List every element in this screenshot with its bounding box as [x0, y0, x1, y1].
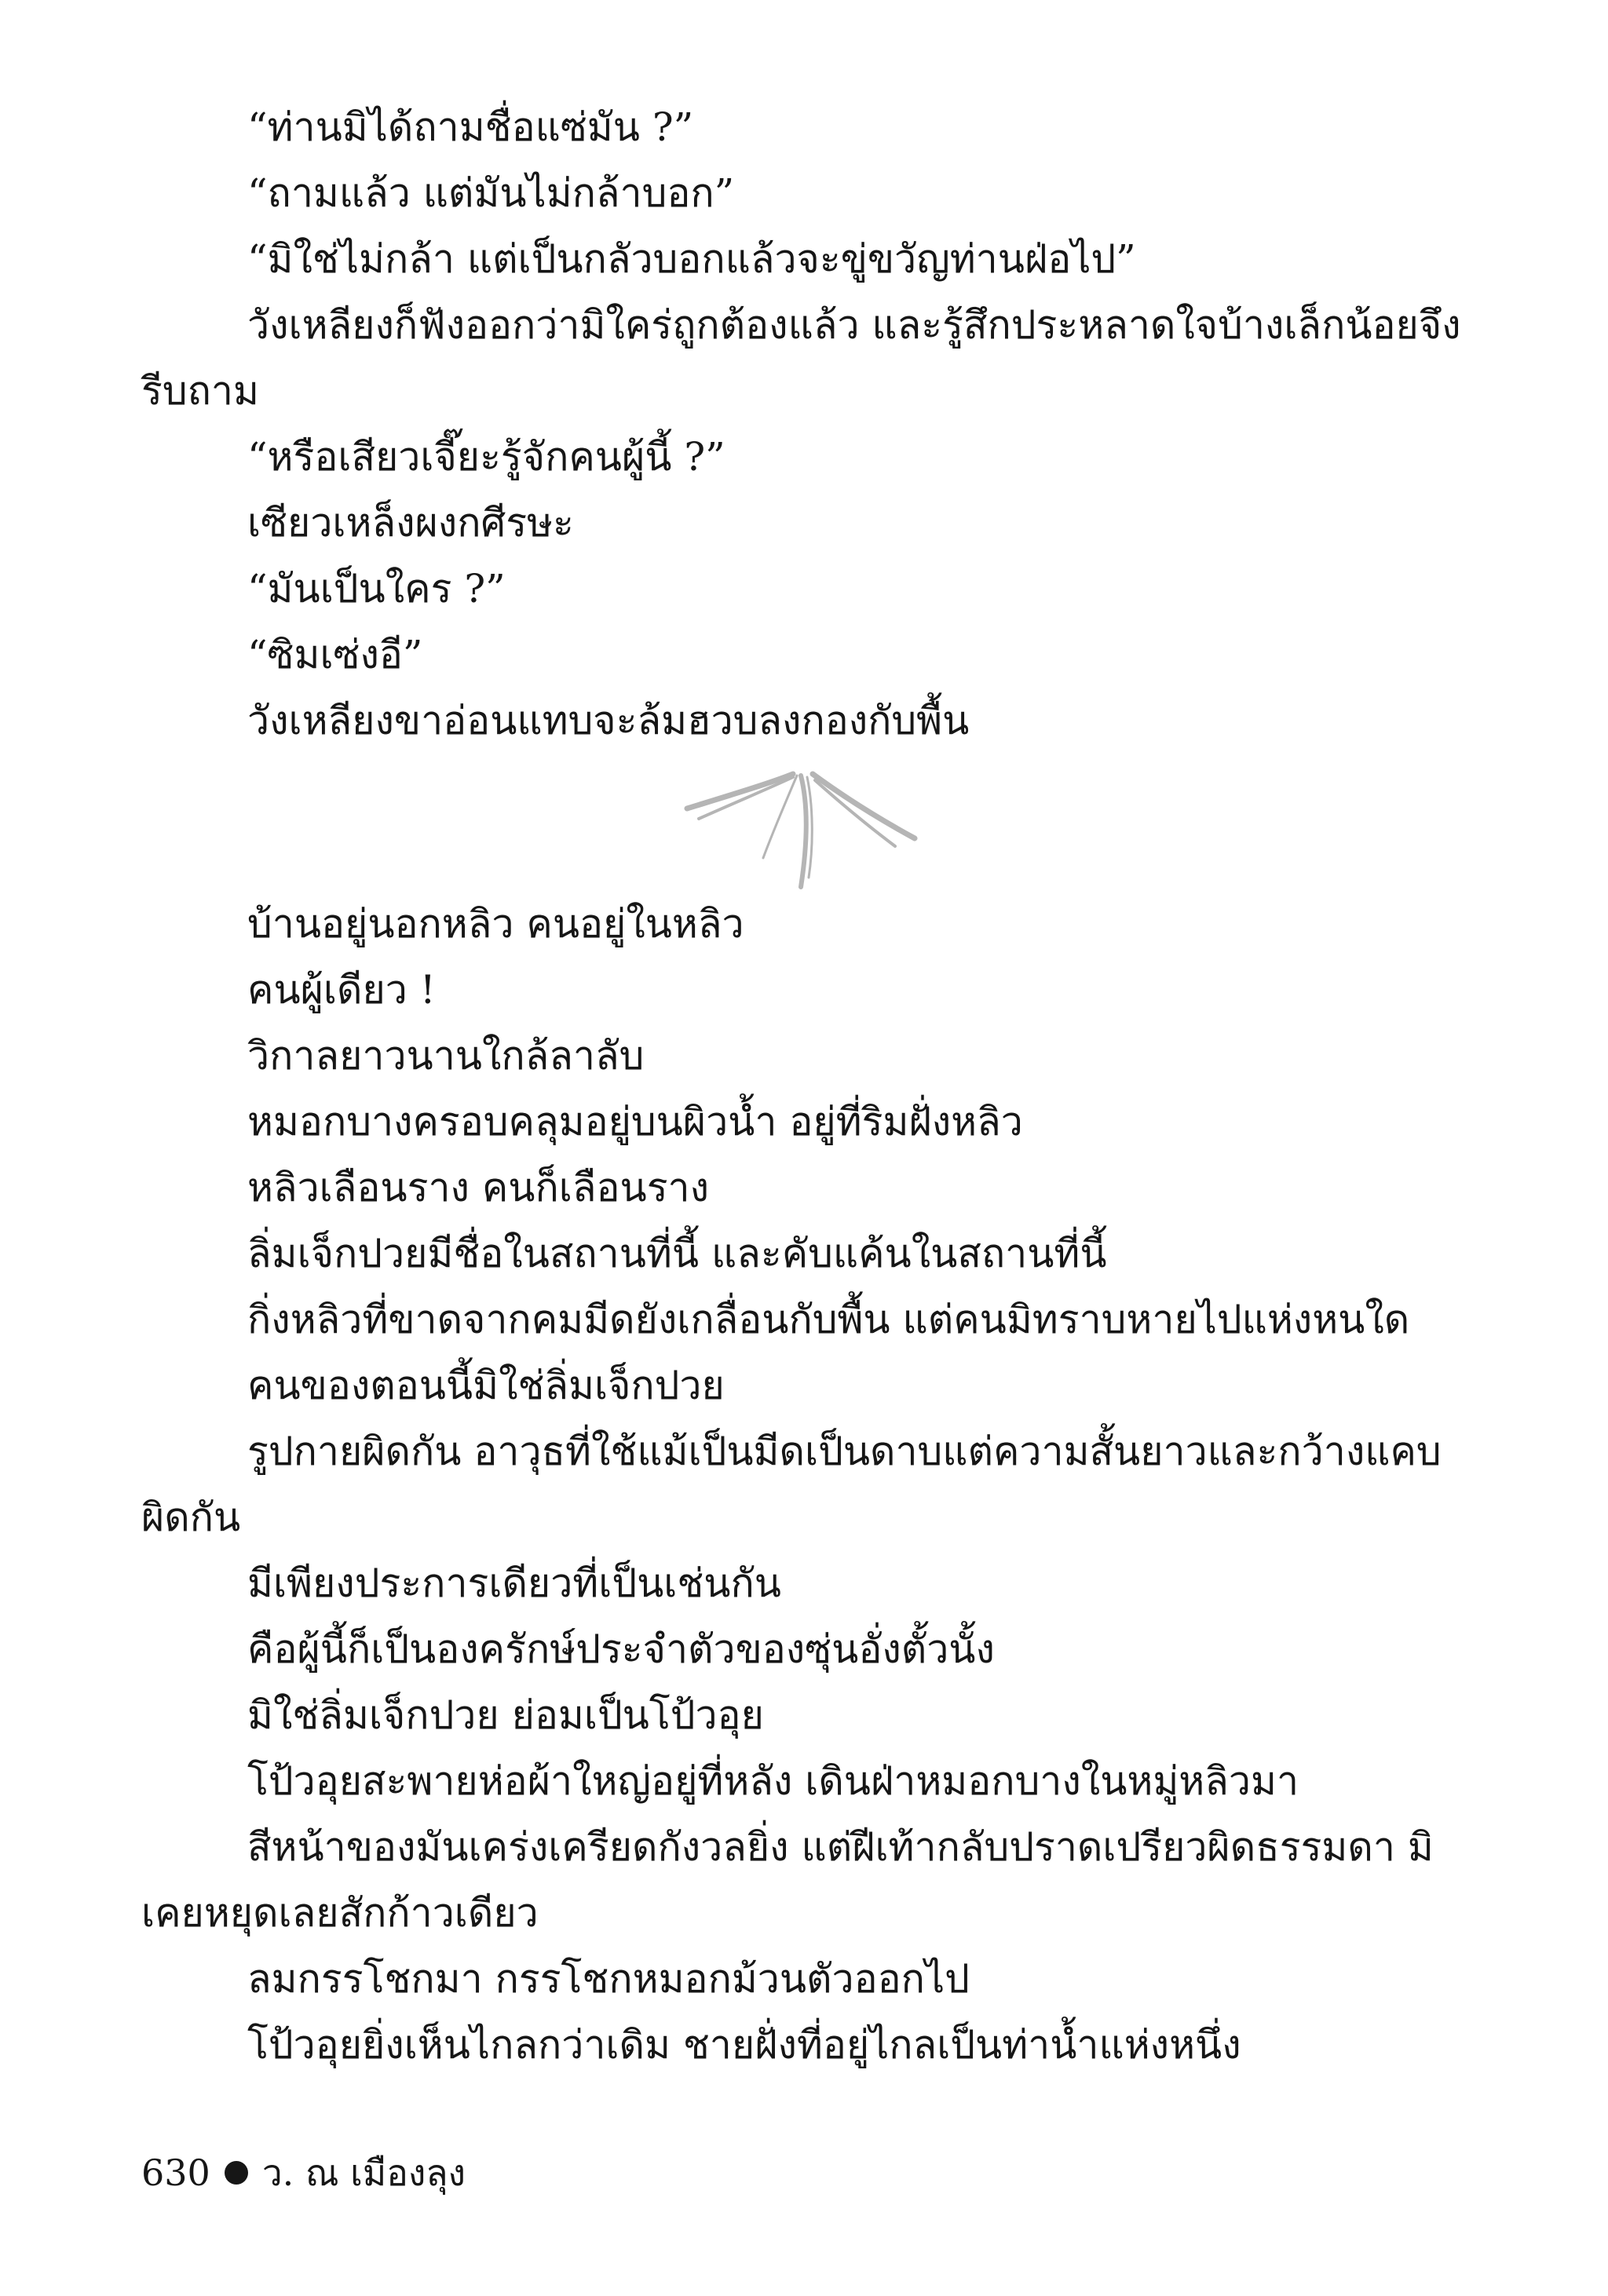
paragraph: คนผู้เดียว !: [247, 967, 436, 1013]
paragraph: โป้วอุยยิ่งเห็นไกลกว่าเดิม ชายฝั่งที่อยู่ไกลเป็นท่าน้ำแห่งหนึ่ง: [247, 2022, 1241, 2068]
paragraph: “ซิมเซ่งอี”: [247, 632, 423, 677]
page-footer: [141, 2141, 466, 2204]
text-section-1: [141, 94, 1468, 754]
paragraph: กิ่งหลิวที่ขาดจากคมมีดยังเกลื่อนกับพื้น แต่คนมิทราบหายไปแห่งหนใด: [247, 1297, 1410, 1342]
text-section-2: [141, 891, 1468, 2078]
paragraph: “ถามแล้ว แต่มันไม่กล้าบอก”: [247, 170, 735, 216]
paragraph: บ้านอยู่นอกหลิว คนอยู่ในหลิว: [247, 901, 744, 947]
paragraph: รูปกายผิดกัน อาวุธที่ใช้แม้เป็นมีดเป็นดาบแต่ความสั้นยาวและกว้างแคบผิดกัน: [141, 1429, 1442, 1540]
paragraph: “หรือเสียวเจี๊ยะรู้จักคนผู้นี้ ?”: [247, 434, 725, 480]
paragraph: คือผู้นี้ก็เป็นองครักษ์ประจำตัวของซุ่นอั่งตั้วนั้ง: [247, 1626, 995, 1672]
paragraph: มิใช่ลิ่มเจ็กปวย ย่อมเป็นโป้วอุย: [247, 1692, 764, 1738]
paragraph: “มันเป็นใคร ?”: [247, 566, 506, 611]
paragraph: ลิ่มเจ็กปวยมีชื่อในสถานที่นี้ และคับแค้นในสถานที่นี้: [247, 1231, 1107, 1276]
paragraph: สีหน้าของมันเคร่งเครียดกังวลยิ่ง แต่ฝีเท้ากลับปราดเปรียวผิดธรรมดา มิเคยหยุดเลยสักก้าวเดียว: [141, 1824, 1434, 1936]
bullet-icon: [225, 2161, 248, 2185]
bamboo-leaves-icon: [675, 760, 926, 893]
paragraph: มีเพียงประการเดียวที่เป็นเช่นกัน: [247, 1560, 781, 1606]
paragraph: หมอกบางครอบคลุมอยู่บนผิวน้ำ อยู่ที่ริมฝั่งหลิว: [247, 1099, 1023, 1144]
paragraph: “ท่านมิได้ถามชื่อแซ่มัน ?”: [247, 104, 694, 150]
paragraph: เซียวเหล็งผงกศีรษะ: [247, 500, 574, 546]
paragraph: วังเหลียงขาอ่อนแทบจะล้มฮวบลงกองกับพื้น: [247, 698, 970, 743]
paragraph: วิกาลยาวนานใกล้ลาลับ: [247, 1033, 645, 1079]
paragraph: โป้วอุยสะพายห่อผ้าใหญ่อยู่ที่หลัง เดินฝ่าหมอกบางในหมู่หลิวมา: [247, 1758, 1299, 1804]
page-number: 630: [141, 2152, 210, 2194]
paragraph: คนของตอนนี้มิใช่ลิ่มเจ็กปวย: [247, 1363, 725, 1408]
paragraph: ลมกรรโชกมา กรรโชกหมอกม้วนตัวออกไป: [247, 1956, 970, 2002]
author-name: ว. ณ เมืองลุง: [261, 2152, 466, 2194]
paragraph: “มิใช่ไม่กล้า แต่เป็นกลัวบอกแล้วจะขู่ขวัญท่านฝ่อไป”: [247, 236, 1136, 282]
paragraph: หลิวเลือนราง คนก็เลือนราง: [247, 1165, 710, 1210]
paragraph: วังเหลียงก็ฟังออกว่ามิใคร่ถูกต้องแล้ว และรู้สึกประหลาดใจบ้างเล็กน้อยจึงรีบถาม: [141, 302, 1461, 414]
